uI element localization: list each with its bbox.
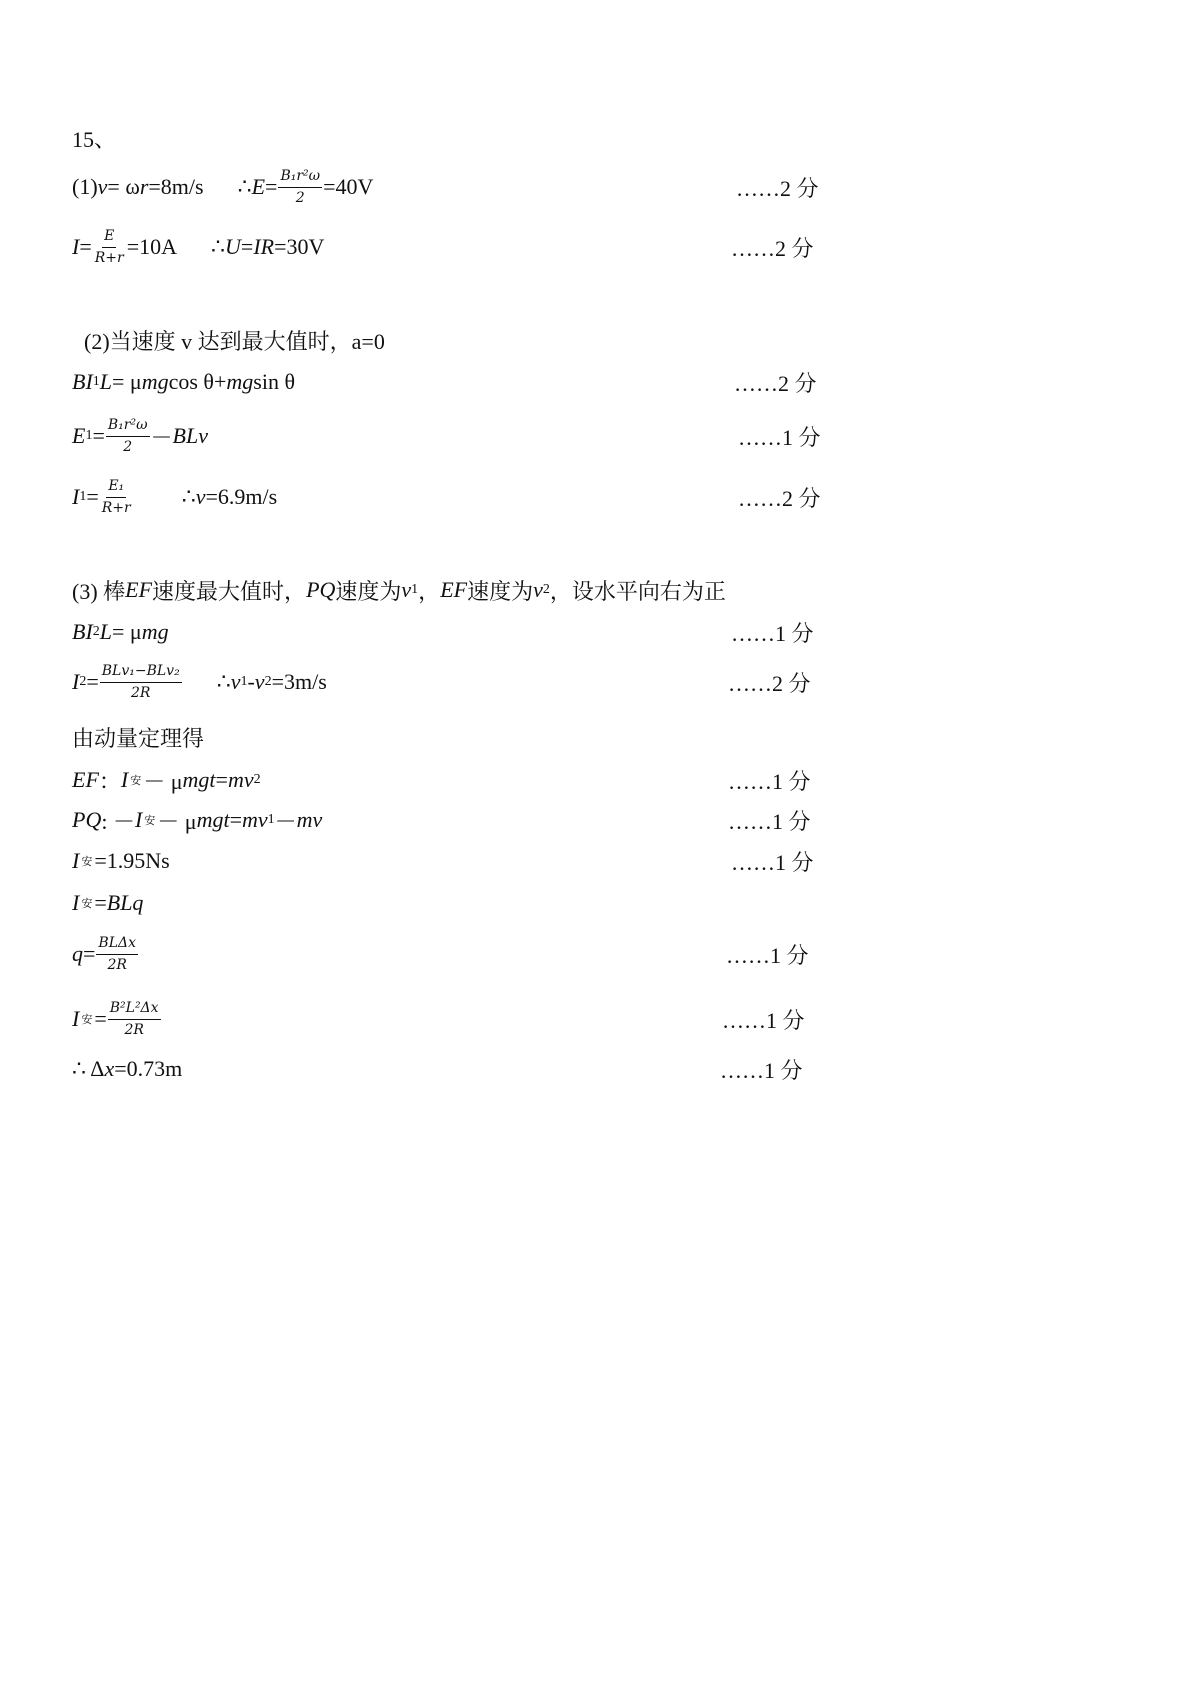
fraction-emf: [106, 417, 150, 454]
fraction-denominator: R+r: [94, 249, 124, 266]
var-L: L: [99, 619, 113, 644]
problem-number-text: 15、: [72, 126, 117, 152]
score-mark: ……1 分: [731, 849, 814, 875]
equals-sign: =: [94, 1006, 107, 1031]
fraction-numerator: BLv₁−BLv₂: [100, 663, 182, 682]
fraction-numerator: B²L²Δx: [108, 1000, 161, 1019]
equals-sign: =: [229, 807, 242, 832]
score-mark: ……2 分: [734, 370, 817, 396]
subscript: 1: [79, 489, 87, 504]
var-U: U: [225, 234, 241, 259]
theorem-text: 由动量定理得: [72, 725, 205, 751]
value-velocity: =6.9m/s: [205, 484, 278, 509]
subscript: 1: [411, 582, 419, 597]
minus-mu: － μ: [157, 808, 197, 834]
part2-line2: [72, 416, 208, 456]
score-mark: ……2 分: [736, 175, 819, 201]
equals-sign: =: [92, 423, 105, 448]
subscript: 2: [92, 624, 100, 639]
cos-term: cos θ+: [168, 369, 227, 394]
part3-line4: [72, 760, 261, 800]
fraction-current: [100, 663, 182, 700]
equals-sign: =: [79, 234, 92, 259]
fraction-numerator: E: [102, 228, 116, 247]
score-mark: ……1 分: [738, 424, 821, 450]
var-BLv: BLv: [172, 423, 208, 448]
fraction-current: [93, 228, 126, 265]
subscript-an: 安: [81, 1014, 93, 1026]
part-label: (1): [72, 174, 98, 199]
part3-line8: [72, 934, 139, 974]
value-displacement: =0.73m: [114, 1056, 183, 1081]
var-BI: BI: [72, 369, 93, 394]
subscript-an: 安: [144, 815, 156, 827]
value-current: =10A: [126, 234, 178, 259]
equals-sign: =: [86, 484, 99, 509]
part2-heading: [84, 320, 385, 360]
value-velocity: =8m/s: [148, 174, 204, 199]
subscript: 1: [85, 428, 93, 443]
var-I: I: [72, 848, 80, 873]
var-mgt: mgt: [182, 767, 216, 792]
var-EF: EF: [72, 767, 99, 792]
therefore-delta: ∴ Δ: [72, 1056, 105, 1081]
subscript: 1: [267, 812, 275, 827]
minus-sign: -: [247, 669, 255, 694]
value-impulse: =1.95Ns: [94, 848, 170, 873]
var-E: E: [251, 174, 266, 199]
heading-text: 速度为: [335, 578, 402, 604]
var-I: I: [72, 234, 80, 259]
part3-line3: [72, 717, 204, 757]
part2-heading-text: (2)当速度 v 达到最大值时，a=0: [84, 328, 385, 354]
equals-sign: =: [94, 890, 107, 915]
fraction-numerator: E₁: [106, 478, 126, 497]
var-mv: mv: [242, 807, 268, 832]
equals-sign: =: [83, 941, 96, 966]
var-I: I: [134, 807, 143, 832]
var-I: I: [72, 1006, 80, 1031]
fraction-emf: [278, 168, 322, 205]
therefore-symbol: ∴: [211, 234, 226, 259]
minus-sign: －: [150, 424, 173, 450]
fraction-numerator: B₁r²ω: [106, 417, 150, 436]
subscript-an: 安: [81, 856, 93, 868]
subscript: 1: [92, 374, 100, 389]
fraction-numerator: B₁r²ω: [278, 168, 322, 187]
therefore-symbol: ∴: [237, 174, 252, 199]
var-v: v: [195, 484, 206, 509]
var-v: v: [254, 669, 265, 694]
fraction-denominator: 2R: [107, 956, 127, 973]
colon: ：: [98, 768, 121, 794]
var-q: q: [72, 941, 83, 966]
score-mark: ……1 分: [722, 1007, 805, 1033]
subscript: 2: [542, 582, 550, 597]
part2-line3: [72, 477, 277, 517]
subscript: 2: [253, 772, 261, 787]
score-mark: ……2 分: [738, 485, 821, 511]
var-BI: BI: [72, 619, 93, 644]
score-mark: ……1 分: [728, 768, 811, 794]
var-E: E: [72, 423, 86, 448]
subscript: 2: [264, 674, 272, 689]
var-L: L: [99, 369, 113, 394]
subscript: 2: [79, 674, 87, 689]
equals-sign: =: [265, 174, 278, 199]
subscript-an: 安: [130, 775, 142, 787]
fraction-denominator: 2: [295, 189, 305, 206]
var-EF: EF: [440, 577, 468, 602]
var-mv: mv: [227, 767, 254, 792]
score-mark: ……1 分: [726, 942, 809, 968]
part3-heading: [72, 570, 726, 610]
score-mark: ……2 分: [731, 235, 814, 261]
part3-line9: [72, 999, 162, 1039]
fraction-charge: [96, 935, 138, 972]
fraction-denominator: R+r: [101, 499, 131, 516]
var-PQ: PQ: [72, 807, 102, 832]
var-v: v: [401, 577, 412, 602]
fraction-numerator: BLΔx: [96, 935, 138, 954]
var-mg: mg: [226, 369, 254, 394]
eq-mu: = μ: [112, 369, 142, 394]
var-mg: mg: [141, 619, 169, 644]
score-mark: ……2 分: [728, 670, 811, 696]
score-mark: ……1 分: [728, 808, 811, 834]
subscript-an: 安: [81, 898, 93, 910]
part3-line1: [72, 612, 169, 652]
part3-line5: [72, 800, 322, 840]
eq-mu: = μ: [112, 619, 142, 644]
score-mark: ……1 分: [731, 620, 814, 646]
var-r: r: [139, 174, 149, 199]
fraction-denominator: 2: [123, 438, 133, 455]
part3-line6: [72, 841, 170, 881]
colon-minus: : －: [101, 808, 135, 834]
heading-text: 速度为: [467, 578, 534, 604]
equals-sign: =: [215, 767, 228, 792]
part2-line1: [72, 362, 295, 402]
part3-line7: [72, 883, 143, 923]
var-BLq: BLq: [106, 890, 144, 915]
var-PQ: PQ: [306, 577, 336, 602]
part1-line2: [72, 227, 324, 267]
var-mg: mg: [141, 369, 169, 394]
heading-text: 速度最大值时，: [152, 578, 307, 604]
heading-text: ，设水平向右为正: [549, 578, 726, 604]
var-v: v: [533, 577, 543, 602]
subscript: 1: [240, 674, 248, 689]
heading-text: (3) 棒: [72, 578, 126, 604]
equals-sign: =: [240, 234, 254, 259]
part3-line10: [72, 1049, 182, 1089]
var-mgt: mgt: [196, 807, 230, 832]
problem-number: [72, 118, 116, 158]
var-I: I: [120, 767, 129, 792]
part1-line1: [72, 167, 373, 207]
var-v: v: [230, 669, 241, 694]
minus-mu: － μ: [143, 768, 183, 794]
therefore-symbol: ∴: [216, 669, 231, 694]
value-voltage: =30V: [274, 234, 325, 259]
var-I: I: [72, 669, 80, 694]
var-I: I: [72, 890, 80, 915]
fraction-impulse: [108, 1000, 161, 1037]
var-EF: EF: [125, 577, 153, 602]
part3-line2: [72, 662, 327, 702]
fraction-current: [100, 478, 133, 515]
fraction-denominator: 2R: [131, 684, 151, 701]
heading-text: ，: [418, 578, 441, 604]
sin-term: sin θ: [253, 369, 295, 394]
value-velocity: =3m/s: [271, 669, 327, 694]
fraction-denominator: 2R: [124, 1021, 144, 1038]
var-v: v: [97, 174, 108, 199]
var-IR: IR: [253, 234, 275, 259]
var-x: x: [104, 1056, 115, 1081]
value-emf: =40V: [323, 174, 374, 199]
minus-sign: －: [274, 808, 297, 834]
var-I: I: [72, 484, 80, 509]
var-mv: mv: [296, 807, 323, 832]
eq-omega: = ω: [107, 174, 140, 199]
score-mark: ……1 分: [720, 1057, 803, 1083]
therefore-symbol: ∴: [181, 484, 196, 509]
equals-sign: =: [86, 669, 99, 694]
